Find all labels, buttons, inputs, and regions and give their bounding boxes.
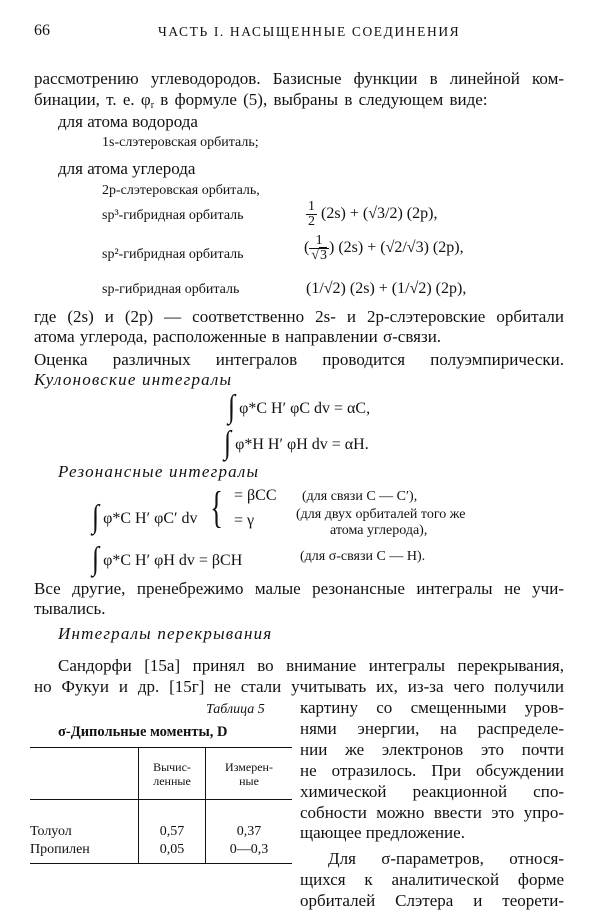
orbital-2p: 2p-слэтеровская орбиталь, [102, 183, 260, 198]
carbon-label: для атома углерода [58, 159, 196, 178]
sp-label: sp-гибридная орбиталь [102, 282, 240, 297]
row-calc: 0,57 [139, 822, 206, 842]
overlap-heading: Интегралы перекрывания [58, 624, 273, 643]
resonance-eq2-note: (для σ-связи C — H). [300, 549, 426, 564]
table-header-row [30, 748, 292, 800]
wrap-line-7: щающее предложение. [300, 823, 465, 842]
para2-line1: где (2s) и (2p) — соответственно 2s- и 2p-слэтеровские орбитали [34, 307, 564, 326]
hydrogen-orbital: 1s-слэтеровская орбиталь; [102, 135, 259, 150]
para2-line3: Оценка различных интегралов проводится полуэмпирически. [34, 350, 564, 369]
para1-line2: бинации, т. е. $\varphi_r$ в формуле (5), выбраны в следующем виде: [34, 90, 488, 111]
table-header-calc: Вычис- ленные [139, 748, 206, 800]
wrap-line-10: орбиталей Слэтера и теорети- [300, 891, 564, 910]
sp-formula: (1/√2) (2s) + (1/√2) (2p), [306, 280, 467, 297]
para3-line1: Все другие, пренебрежимо малые резонансные интегралы не учи- [34, 579, 564, 598]
resonance-case1-note: (для связи C — C′), [302, 489, 418, 504]
sp2-formula: ( $\frac{1}{√3}$ ) (2s) + (√2/√3) (2p), [304, 233, 464, 263]
dipole-table [30, 747, 292, 864]
para4-line1: Сандорфи [15а] принял во внимание интегралы перекрывания, [58, 656, 564, 675]
para4-line2: но Фукуи и др. [15г] не стали учитывать их, из-за чего получили [34, 677, 564, 696]
coulomb-heading: Кулоновские интегралы [34, 370, 233, 389]
resonance-eq2: ∫ φ*C H′ φH dv = βCH [92, 540, 243, 577]
wrap-line-1: картину со смещенными уров- [300, 698, 564, 717]
row-calc: 0,05 [139, 842, 206, 864]
table-label: Таблица 5 [206, 702, 265, 717]
coulomb-eq2: ∫ φ*H H′ φH dv = αH. [224, 424, 369, 461]
wrap-line-3: нии же электронов это почти [300, 740, 564, 759]
sp3-label: sp³-гибридная орбиталь [102, 208, 244, 223]
wrap-line-2: нями энергии, на распределе- [300, 719, 564, 738]
wrap-line-4: не отразилось. При обсуждении [300, 761, 564, 780]
row-name: Пропилен [30, 842, 139, 864]
resonance-case2: = γ [234, 512, 255, 529]
hydrogen-label: для атома водорода [58, 112, 198, 131]
row-meas: 0,37 [236, 823, 262, 839]
para2-line2: атома углерода, расположенные в направлении σ-связи. [34, 327, 442, 346]
wrap-line-9: щихся к аналитической форме [300, 870, 564, 889]
table-row [30, 822, 292, 842]
coulomb-eq1: ∫ φ*C H′ φC dv = αC, [228, 388, 371, 425]
resonance-brace: { [210, 483, 223, 532]
resonance-case2-note-a: (для двух орбиталей того же [296, 507, 466, 522]
para1-line1: рассмотрению углеводородов. Базисные функции в линейной ком- [34, 69, 564, 88]
table-row [30, 842, 292, 864]
para3-line2: тывались. [34, 599, 106, 618]
page-number: 66 [34, 22, 50, 39]
table-header-empty [30, 748, 139, 800]
resonance-case1: = βCC [234, 487, 277, 504]
row-name: Толуол [30, 822, 139, 842]
wrap-line-5: химической реакционной спо- [300, 782, 564, 801]
row-meas: 0—0,3 [229, 841, 269, 857]
table-header-meas: Измерен- ные [225, 759, 273, 788]
resonance-eq1-lhs: ∫ φ*C H′ φC′ dv [92, 498, 198, 535]
resonance-heading: Резонансные интегралы [58, 462, 260, 481]
sp2-label: sp²-гибридная орбиталь [102, 247, 244, 262]
wrap-line-8: Для σ-параметров, относя- [328, 849, 564, 868]
sp3-formula: $\frac{1}{2}$ (2s) + (√3/2) (2p), [308, 199, 438, 229]
table-title: σ-Дипольные моменты, D [58, 724, 228, 740]
wrap-line-6: собности можно ввести это упро- [300, 803, 564, 822]
resonance-case2-note-b: атома углерода), [330, 523, 428, 538]
running-title: ЧАСТЬ I. НАСЫЩЕННЫЕ СОЕДИНЕНИЯ [158, 24, 461, 39]
